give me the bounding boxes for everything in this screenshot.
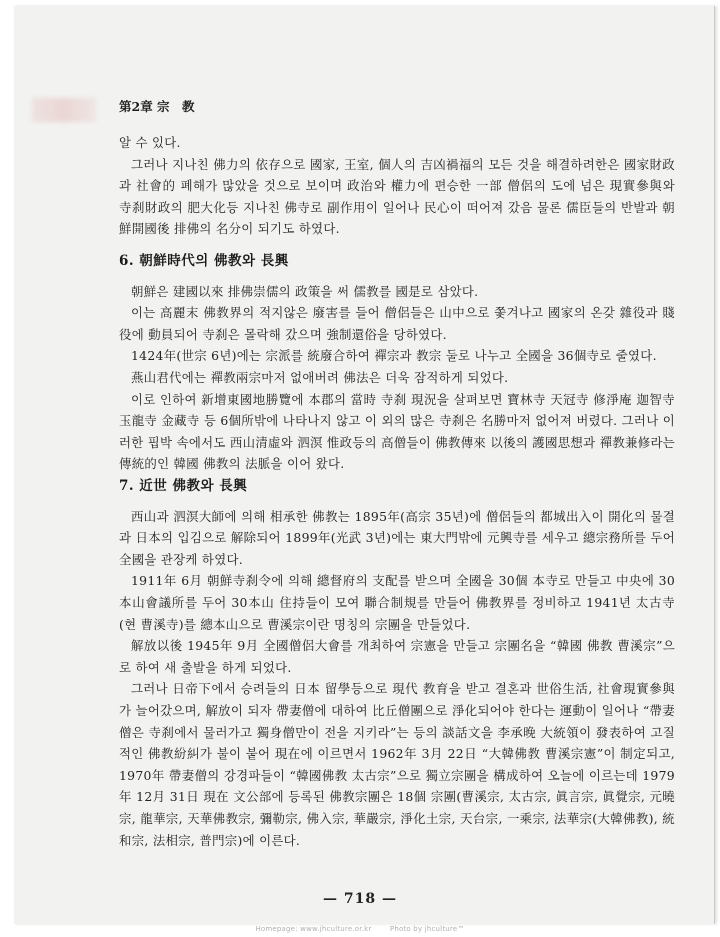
page-number: — 718 — — [323, 891, 397, 907]
section-heading: 7. 近世 佛教와 長興 — [119, 478, 248, 494]
section-joseon — [119, 245, 675, 475]
paragraph: 알 수 있다. — [119, 135, 181, 150]
paragraph: 이는 高麗末 佛教界의 적지않은 廢害를 들어 僧侶들은 山中으로 쫓겨나고 國家의 온갖 雜役과 賤役에 動員되어 寺刹은 몰락해 갔으며 強制還俗을 당하였다. — [119, 305, 675, 342]
section-modern — [119, 470, 675, 851]
bleed-through-stamp — [32, 98, 96, 122]
paragraph: 1424年(世宗 6년)에는 宗派를 統廢合하여 禪宗과 教宗 둘로 나누고 全國을 36個寺로 줄였다. — [131, 348, 657, 364]
paragraph: 燕山君代에는 禪教兩宗마저 없애버려 佛法은 더욱 잠적하게 되었다. — [131, 369, 509, 385]
section-heading: 6. 朝鮮時代의 佛教와 長興 — [119, 253, 289, 269]
photo-credit: Photo by jhculture™ — [389, 925, 465, 933]
paragraph: 그러나 日帝下에서 승려들의 日本 留學등으로 現代 教育을 받고 결혼과 世俗生活, 社會現實參與가 늘어갔으며, 解放이 되자 帶妻僧에 대하여 比丘僧團으로 淨化되어야 한다는 運動이 일어나 “帶妻僧은 寺刹에서 물러가고 獨身僧만이 전을 지키라”는 등의 談話文을 李承晚 大統領이 發表하여 고질적인 佛教紛糾가 불이 붙어 現在에 이르면서 1962年 3月 22日 “大韓佛教 曹溪宗憲”이 制定되고, 1970年 帶妻僧의 강경파들이 “韓國佛教 太古宗”으로 獨立宗團을 構成하여 오늘에 이르는데 1979年 12月 31日 現在 文公部에 등록된 佛教宗團은 18個 宗團(曹溪宗, 太古宗, 眞言宗, 眞覺宗, 元曉宗, 龍華宗, 天華佛教宗, 彌勒宗, 佛入宗, 華嚴宗, 淨化土宗, 天台宗, 一乘宗, 法華宗(大韓佛教), 統和宗, 法相宗, 普門宗)에 이른다. — [119, 681, 675, 848]
paragraph: 이로 인하여 新增東國地勝覽에 本郡의 當時 寺刹 現況을 살펴보면 寶林寺 天冠寺 修淨庵 迦智寺 玉龍寺 金藏寺 등 6個所밖에 나타나지 않고 이 외의 많은 寺刹은 名勝마저 없어져 버렸다. 그러나 이러한 핍박 속에서도 西山清虛와 泗溟 惟政등의 高僧들이 佛教傳來 以後의 護國思想과 禪教兼修라는 傳統的인 韓國 佛教의 法脈을 이어 왔다. — [119, 391, 675, 472]
paragraph: 朝鮮은 建國以來 排佛崇儒의 政策을 써 儒教를 國是로 삼았다. — [131, 283, 479, 299]
chapter-header: 第2章 宗 教 — [119, 99, 195, 114]
homepage-link[interactable]: Homepage: www.jhculture.or.kr — [255, 925, 372, 933]
paragraph: 西山과 泗溟大師에 의해 相承한 佛教는 1895年(高宗 35년)에 僧侶들의 都城出入이 開化의 물결과 日本의 입김으로 解除되어 1899年(光武 3년)에는 東大門밖에 元興寺를 세우고 總宗務所를 두어 全國을 관장케 하였다. — [119, 508, 675, 567]
paragraph: 解放以後 1945年 9月 全國僧侶大會를 개최하여 宗憲을 만들고 宗團名을 “韓國 佛教 曹溪宗”으로 하여 새 출발을 하게 되었다. — [119, 638, 675, 675]
section-intro — [119, 132, 675, 240]
footer-credits — [0, 925, 720, 933]
paragraph: 1911年 6月 朝鮮寺刹令에 의해 總督府의 支配를 받으며 全國을 30個 本寺로 만들고 中央에 30本山會議所를 두어 30本山 住持들이 모여 聯合制規를 만들어 佛教界를 정비하고 1941년 太古寺(현 曹溪寺)를 總本山으로 曹溪宗이란 명칭의 宗團을 만들었다. — [119, 573, 675, 632]
paragraph: 그러나 지나친 佛力의 依存으로 國家, 王室, 個人의 吉凶禍福의 모든 것을 해결하려한은 國家財政과 社會的 폐해가 많았을 것으로 보이며 政治와 權力에 편승한 一部 僧侶의 도에 넘은 現實參與와 寺刹財政의 肥大化등 지나친 佛寺로 副作用이 일어나 民心이 떠어져 갔음 물론 儒臣들의 반발과 朝鮮開國後 排佛의 名分이 되기도 하였다. — [119, 156, 675, 237]
